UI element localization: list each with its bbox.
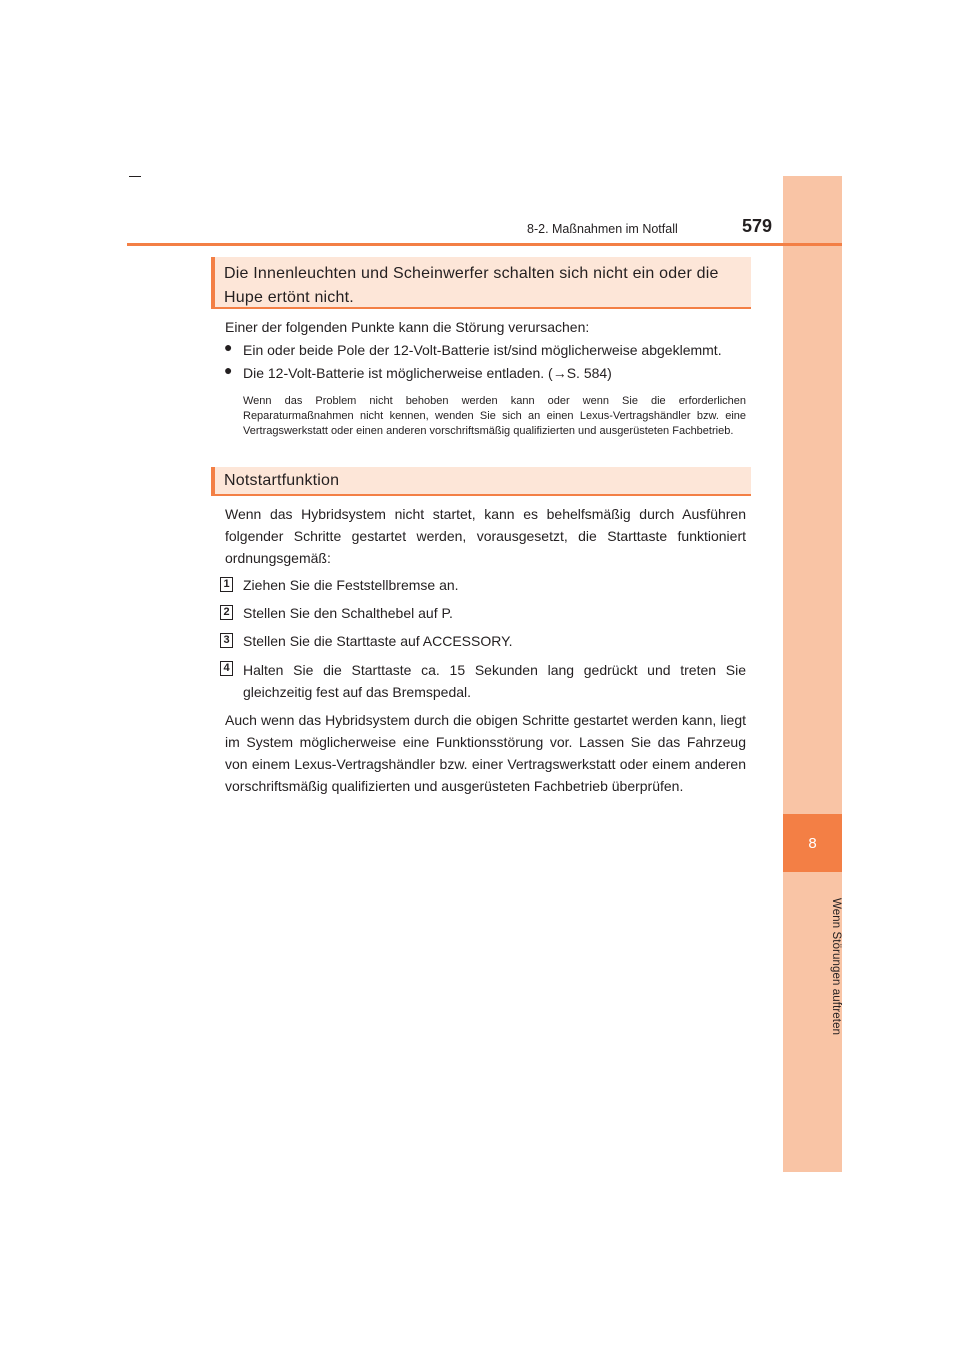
section-heading: Die Innenleuchten und Scheinwerfer schalten sich nicht ein oder die Hupe ertönt nicht. <box>211 257 751 309</box>
closing-paragraph: Auch wenn das Hybridsystem durch die obigen Schritte gestartet werden kann, liegt im System möglicherweise eine Funktionsstörung vor. Lassen Sie das Fahrzeug von einem Lexus-Vertragshändler bzw. einer Vertragswerkstatt oder einem anderen vorschriftsmäßig qualifizierten und ausgerüsteten Fachbetrieb überprüfen. <box>225 712 746 794</box>
step-text: Halten Sie die Starttaste ca. 15 Sekunden lang gedrückt und treten Sie gleichzeitig fest auf das Bremspedal. <box>243 662 746 700</box>
chapter-side-tab <box>783 176 842 1172</box>
section-intro: Wenn das Hybridsystem nicht startet, kann es behelfsmäßig durch Ausführen folgender Schritte gestartet werden, vorausgesetzt, die Starttaste funktioniert ordnungsgemäß: <box>225 506 746 566</box>
step-number-2: 2 <box>220 605 233 620</box>
crop-mark <box>129 176 141 177</box>
section-intro: Einer der folgenden Punkte kann die Störung verursachen: <box>225 319 590 335</box>
header-rule <box>127 243 842 246</box>
chapter-title: Wenn Störungen auftreten <box>830 898 842 1036</box>
bullet-icon: ● <box>224 362 233 378</box>
step-text: Ziehen Sie die Feststellbremse an. <box>243 577 459 593</box>
bullet-item: Ein oder beide Pole der 12-Volt-Batterie ist/sind möglicherweise abgeklemmt. <box>243 342 722 358</box>
page-number: 579 <box>742 216 773 236</box>
section-label: 8-2. Maßnahmen im Notfall <box>527 222 678 236</box>
step-number-1: 1 <box>220 577 233 592</box>
step-text: Stellen Sie die Starttaste auf ACCESSORY. <box>243 633 513 649</box>
step-text: Stellen Sie den Schalthebel auf P. <box>243 605 453 621</box>
section-heading: Notstartfunktion <box>211 467 751 496</box>
step-number-3: 3 <box>220 633 233 648</box>
chapter-number: 8 <box>783 814 842 872</box>
bullet-icon: ● <box>224 339 233 355</box>
step-number-4: 4 <box>220 661 233 676</box>
note-text: Wenn das Problem nicht behoben werden kann oder wenn Sie die erforderlichen Reparaturmaßnahmen nicht kennen, wenden Sie sich an einen Lexus-Vertragshändler bzw. eine Vertragswerkstatt oder einen anderen vorschriftsmäßig qualifizierten und ausgerüsteten Fachbetrieb. <box>243 395 746 437</box>
bullet-item: Die 12-Volt-Batterie ist möglicherweise entladen. (→S. 584) <box>243 365 612 381</box>
